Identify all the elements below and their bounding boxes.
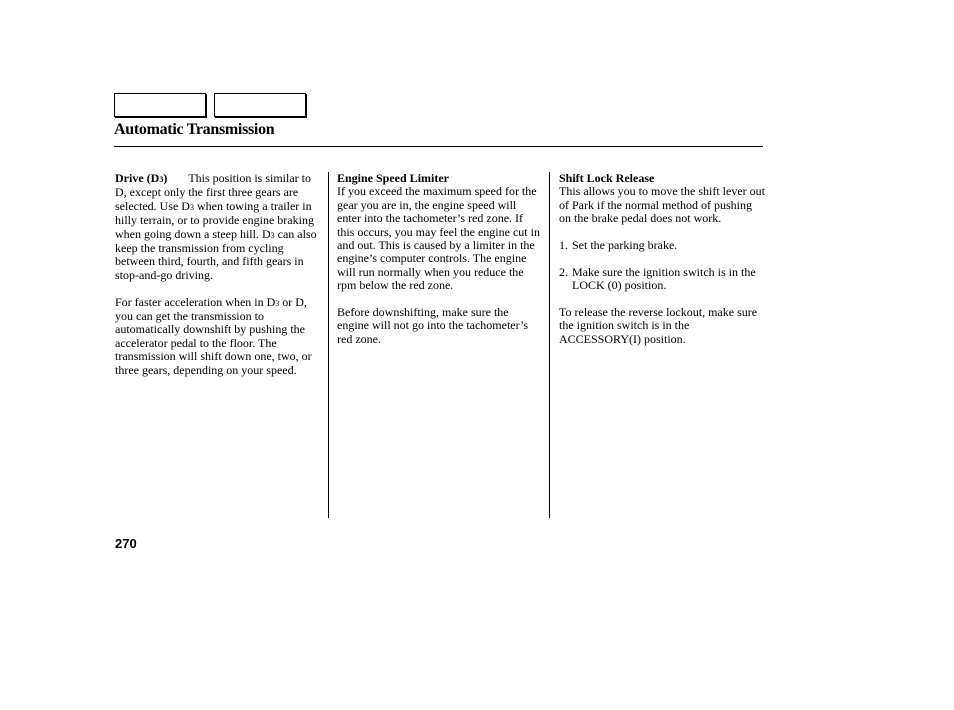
shift-lock-paragraph-1: This allows you to move the shift lever out of Park if the normal method of pushing on the brake pedal does not work. <box>559 184 765 226</box>
step-item <box>559 266 765 293</box>
column-divider <box>549 172 550 518</box>
page-title: Automatic Transmission <box>114 121 275 138</box>
column-shift-lock-release <box>559 172 765 346</box>
shift-lock-paragraph-2: To release the reverse lockout, make sure the ignition switch is in the ACCESSORY(I) position. <box>559 305 758 346</box>
drive-paragraph-2: For faster acceleration when in D3 or D, you can get the transmission to automatically downshift by pushing the accelerator pedal to the floor. The transmission will shift down one, two, or three gears, depending on your speed. <box>115 294 312 377</box>
step-number: 1. <box>559 238 568 253</box>
limiter-paragraph-2: Before downshifting, make sure the engine will not go into the tachometer’s red zone. <box>337 305 529 346</box>
nav-previous-button[interactable] <box>114 93 206 117</box>
column-divider <box>328 172 329 518</box>
column-engine-speed-limiter <box>337 172 543 346</box>
column-drive <box>115 172 323 377</box>
limiter-heading: Engine Speed Limiter <box>337 171 450 185</box>
step-number: 2. <box>559 264 568 279</box>
drive-heading: Drive (D3) <box>115 171 168 185</box>
limiter-paragraph-1: If you exceed the maximum speed for the gear you are in, the engine speed will enter into the tachometer’s red zone. If this occurs, you may feel the engine cut in and out. This is caused by a limiter in the engine’s computer controls. The engine will run normally when you reduce the rpm below the red zone. <box>337 184 540 293</box>
shift-lock-heading: Shift Lock Release <box>559 171 655 185</box>
step-item <box>559 239 765 252</box>
nav-next-button[interactable] <box>214 93 306 117</box>
page-number: 270 <box>115 536 137 551</box>
drive-paragraph-1: Drive (D3) This position is similar to D, except only the first three gears are selected. Use D3 when towing a trailer in hilly terrain, or to provide engine braking when going down a steep hill. D3 can also keep the transmission from cycling between third, fourth, and fifth gears in stop-and-go driving. <box>115 171 317 282</box>
title-rule <box>114 146 763 147</box>
step-text: Make sure the ignition switch is in the LOCK (0) position. <box>572 264 756 293</box>
step-text: Set the parking brake. <box>572 238 678 253</box>
